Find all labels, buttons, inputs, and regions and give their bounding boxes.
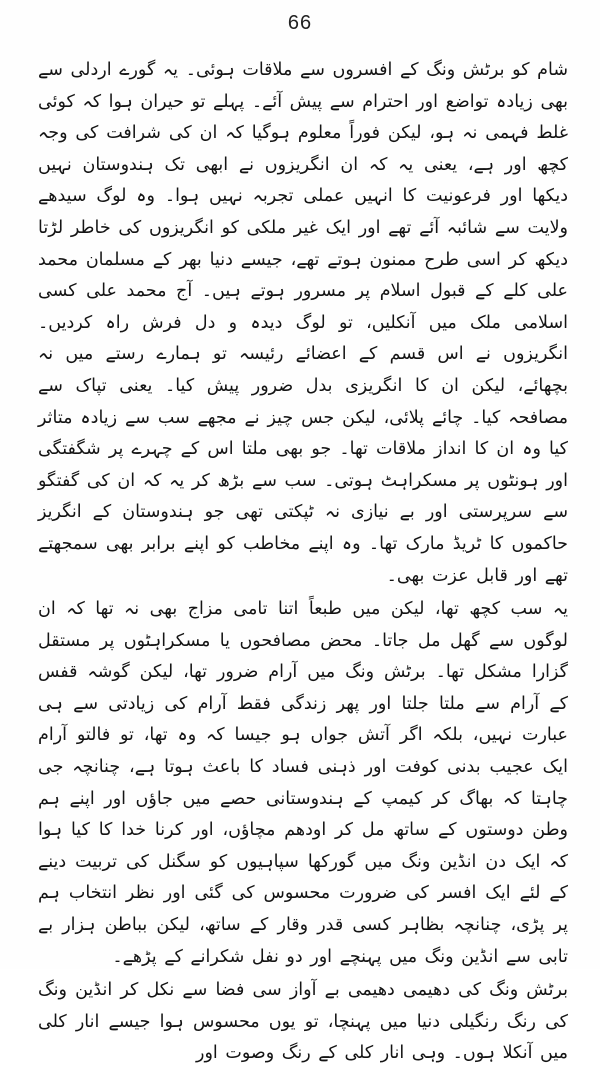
page-body-text [38,55,568,1070]
paragraph-1: شام کو برٹش ونگ کے افسروں سے ملاقات ہوئی۔ یہ گورے اردلی سے بھی زیادہ تواضع اور احترام سے پیش آئے۔ پہلے تو حیران ہوا کہ کوئی غلط فہمی نہ ہو، لیکن فوراً معلوم ہوگیا کہ ان کی شرافت کی وجہ کچھ اور ہے، یعنی یہ کہ ان انگریزوں نے ابھی تک ہندوستان نہیں دیکھا اور فرعونیت کا انہیں عملی تجربہ نہیں ہوا۔ وہ لوگ سیدھے ولایت سے شائبہ آئے تھے اور ایک غیر ملکی کو انگریزوں کی خاطر لڑتا دیکھ کر اسی طرح ممنون ہوتے تھے، جیسے دنیا بھر کے مسلمان محمد علی کلے کے قبول اسلام پر مسرور ہوتے ہیں۔ آج محمد علی کسی اسلامی ملک میں آنکلیں، تو لوگ دیدہ و دل فرش راہ کردیں۔ انگریزوں نے اس قسم کے اعضائے رئیسہ تو ہمارے رستے میں نہ بچھائے، لیکن ان کا انگریزی بدل ضرور پیش کیا۔ یعنی تپاک سے مصافحہ کیا۔ چائے پلائی، لیکن جس چیز نے مجھے سب سے زیادہ متاثر کیا وہ ان کا انداز ملاقات تھا۔ جو بھی ملتا اس کے چہرے پر شگفتگی اور ہونٹوں پر مسکراہٹ ہوتی۔ سب سے بڑھ کر یہ کہ ان کی گفتگو سے سرپرستی اور بے نیازی نہ ٹپکتی تھی جو ہندوستان کے انگریز حاکموں کا ٹریڈ مارک تھا۔ وہ اپنے مخاطب کو اپنے برابر بھی سمجھتے تھے اور قابل عزت بھی۔ [38,60,568,586]
paragraph-2: یہ سب کچھ تھا، لیکن میں طبعاً اتنا تامی مزاج بھی نہ تھا کہ ان لوگوں سے گھل مل جاتا۔ محض مصافحوں یا مسکراہٹوں پر مستقل گزارا مشکل تھا۔ برٹش ونگ میں آرام ضرور تھا، لیکن گوشہ قفس کے آرام سے ملتا جلتا اور پھر زندگی فقط آرام کی زیادتی سے ہی عبارت نہیں، بلکہ اگر آتش جواں ہو جیسا کہ وہ تھا، تو فالتو آرام ایک عجیب بدنی کوفت اور ذہنی فساد کا باعث ہوتا ہے، چنانچہ جی چاہتا کہ بھاگ کر کیمپ کے ہندوستانی حصے میں جاؤں اور اپنے ہم وطن دوستوں کے ساتھ مل کر اودھم مچاؤں، اور کرنا خدا کا کیا ہوا کہ ایک دن انڈین ونگ میں گورکھا سپاہیوں کو سگنل کی تربیت دینے کے لئے ایک افسر کی ضرورت محسوس کی گئی اور نظر انتخاب ہم پر پڑی، چنانچہ بظاہر کسی قدر وقار کے ساتھ، لیکن بباطن ہزار بے تابی سے انڈین ونگ میں پہنچے اور دو نفل شکرانے کے پڑھے۔ [38,599,568,967]
paragraph-3: برٹش ونگ کی دھیمی دھیمی بے آواز سی فضا سے نکل کر انڈین ونگ کی رنگ رنگیلی دنیا میں پہنچا، تو یوں محسوس ہوا جیسے انار کلی میں آنکلا ہوں۔ وہی انار کلی کے رنگ وصوت اور [38,980,568,1064]
page-number: 66 [287,12,313,34]
